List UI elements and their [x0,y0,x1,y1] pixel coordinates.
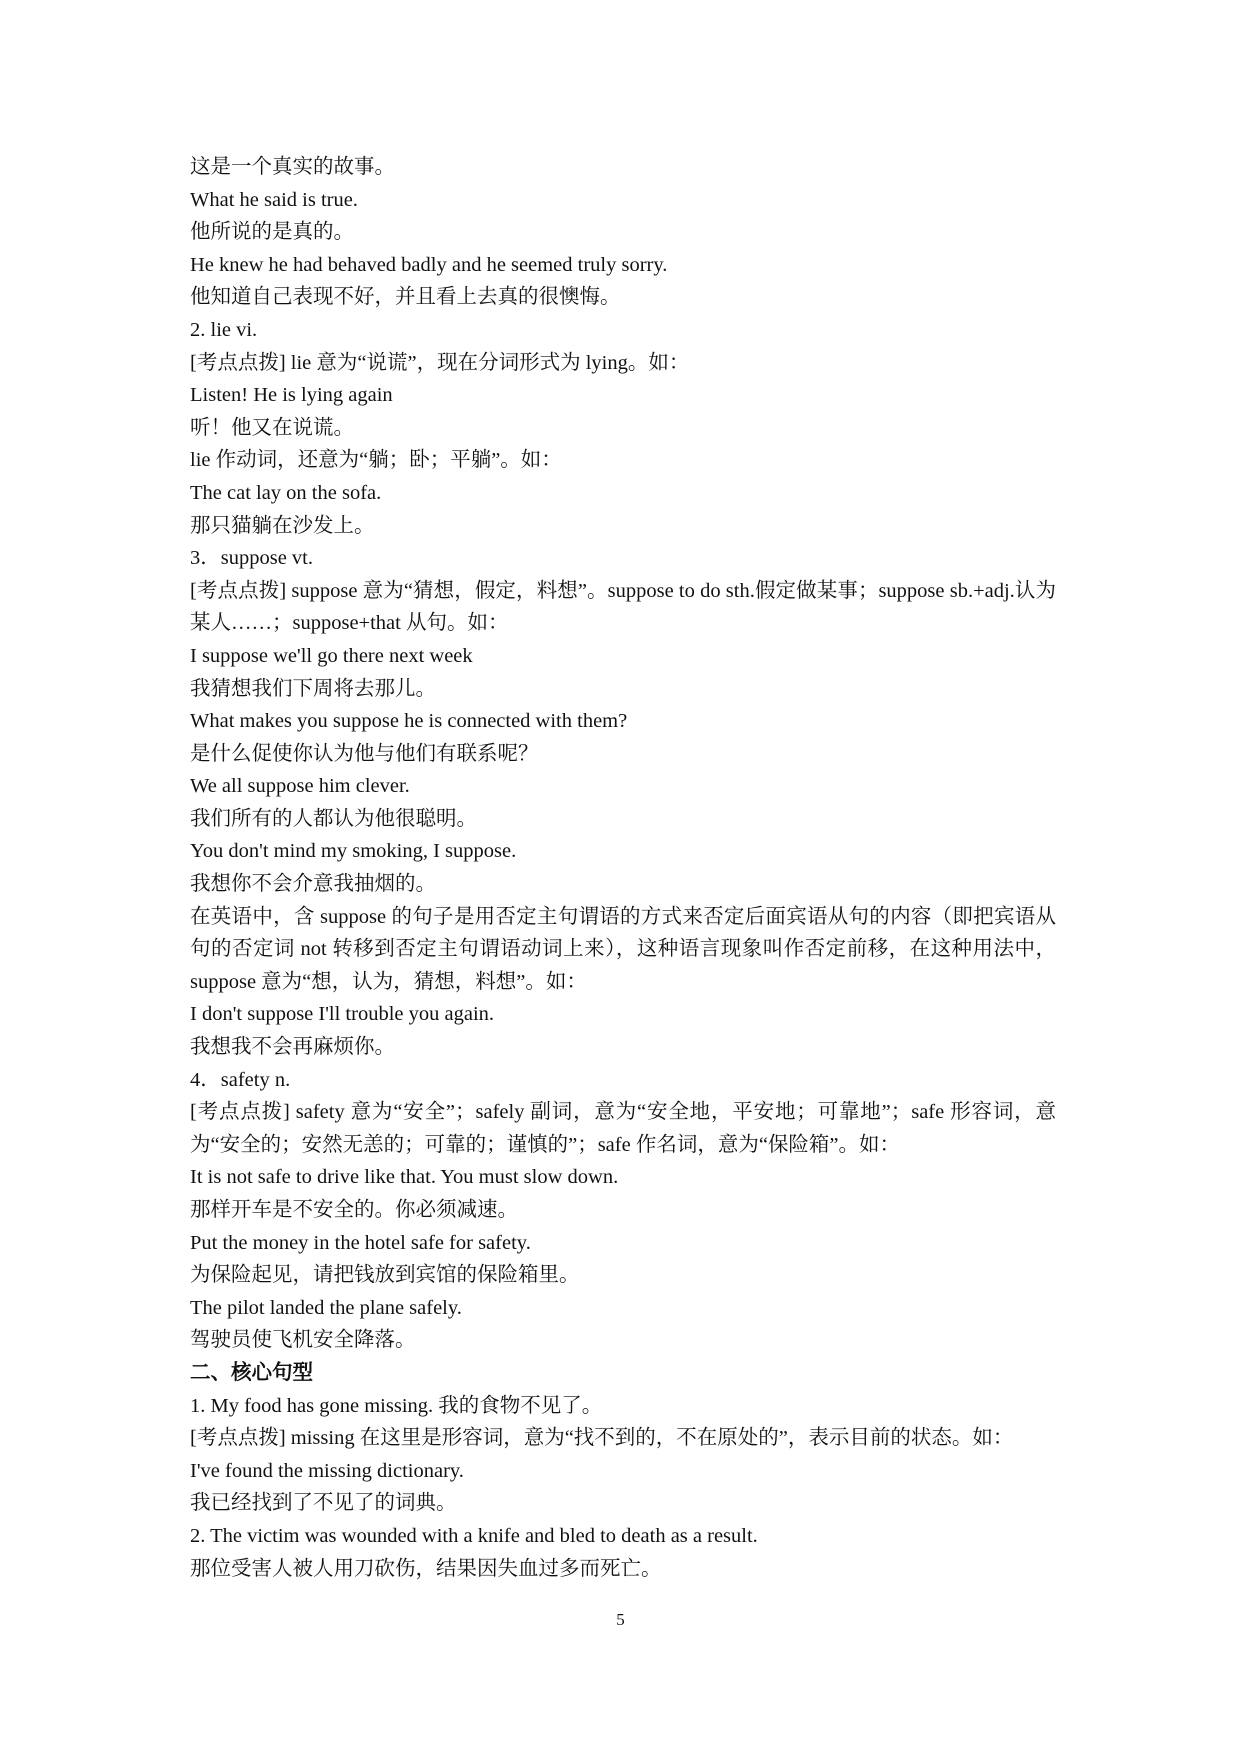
text-line: I've found the missing dictionary. [190,1459,464,1482]
text-line: Put the money in the hotel safe for safety. [190,1231,531,1254]
paragraph: [考点点拨] suppose 意为“猜想，假定，料想”。suppose to do sth.假定做某事；suppose sb.+adj.认为某人……；suppose+that 从句。如： [190,579,1056,635]
text-line: 我已经找到了不见了的词典。 [190,1492,457,1515]
text-line: 是什么促使你认为他与他们有联系呢？ [190,742,539,765]
text-line: 我想我不会再麻烦你。 [190,1036,395,1059]
section-heading-core-sentences: 二、核心句型 [190,1361,313,1384]
paragraph: 在英语中，含 suppose 的句子是用否定主句谓语的方式来否定后面宾语从句的内容（即把宾语从句的否定词 not 转移到否定主句谓语动词上来），这种语言现象叫作否定前移，在这种用法中，suppose 意为“想，认为，猜想，料想”。如： [190,905,1056,993]
text-line: 那位受害人被人用刀砍伤，结果因失血过多而死亡。 [190,1557,662,1580]
section-heading-suppose: 3．suppose vt. [190,547,313,570]
text-line: 我想你不会介意我抽烟的。 [190,873,436,896]
paragraph: [考点点拨] safety 意为“安全”；safely 副词，意为“安全地，平安地；可靠地”；safe 形容词，意为“安全的；安然无恙的；可靠的；谨慎的”；safe 作名词，意为“保险箱”。如： [190,1101,1056,1156]
page-number: 5 [616,1610,625,1629]
text-line: 他知道自己表现不好，并且看上去真的很懊悔。 [190,286,621,309]
text-line: The pilot landed the plane safely. [190,1296,462,1319]
section-heading-safety: 4．safety n. [190,1068,291,1091]
text-line: He knew he had behaved badly and he seemed truly sorry. [190,253,668,276]
text-line: [考点点拨] missing 在这里是形容词，意为“找不到的，不在原处的”，表示目前的状态。如： [190,1427,1014,1450]
text-line: 听！他又在说谎。 [190,416,354,439]
text-line: 2. The victim was wounded with a knife and bled to death as a result. [190,1524,758,1547]
text-line: 我们所有的人都认为他很聪明。 [190,807,477,830]
text-line: 1. My food has gone missing. 我的食物不见了。 [190,1394,603,1417]
text-line: It is not safe to drive like that. You must slow down. [190,1166,619,1189]
text-line: 为保险起见，请把钱放到宾馆的保险箱里。 [190,1264,580,1287]
text-line: [考点点拨] lie 意为“说谎”，现在分词形式为 lying。如： [190,351,690,374]
text-line: 那样开车是不安全的。你必须减速。 [190,1199,518,1221]
text-line: We all suppose him clever. [190,775,410,798]
text-line: 他所说的是真的。 [190,221,354,244]
text-line: I don't suppose I'll trouble you again. [190,1003,495,1026]
text-line: 那只猫躺在沙发上。 [190,514,375,537]
text-line: 驾驶员使飞机安全降落。 [190,1329,416,1352]
text-line: 这是一个真实的故事。 [190,156,395,178]
text-line: lie 作动词，还意为“躺；卧；平躺”。如： [190,449,562,472]
text-line: What he said is true. [190,188,358,211]
text-line: I suppose we'll go there next week [190,644,473,667]
text-line: 我猜想我们下周将去那儿。 [190,677,436,700]
text-line: Listen! He is lying again [190,384,393,407]
document-body [190,151,1056,1585]
text-line: What makes you suppose he is connected with them? [190,710,628,733]
text-line: You don't mind my smoking, I suppose. [190,840,517,863]
text-line: The cat lay on the sofa. [190,481,382,504]
section-heading-lie: 2. lie vi. [190,318,258,341]
